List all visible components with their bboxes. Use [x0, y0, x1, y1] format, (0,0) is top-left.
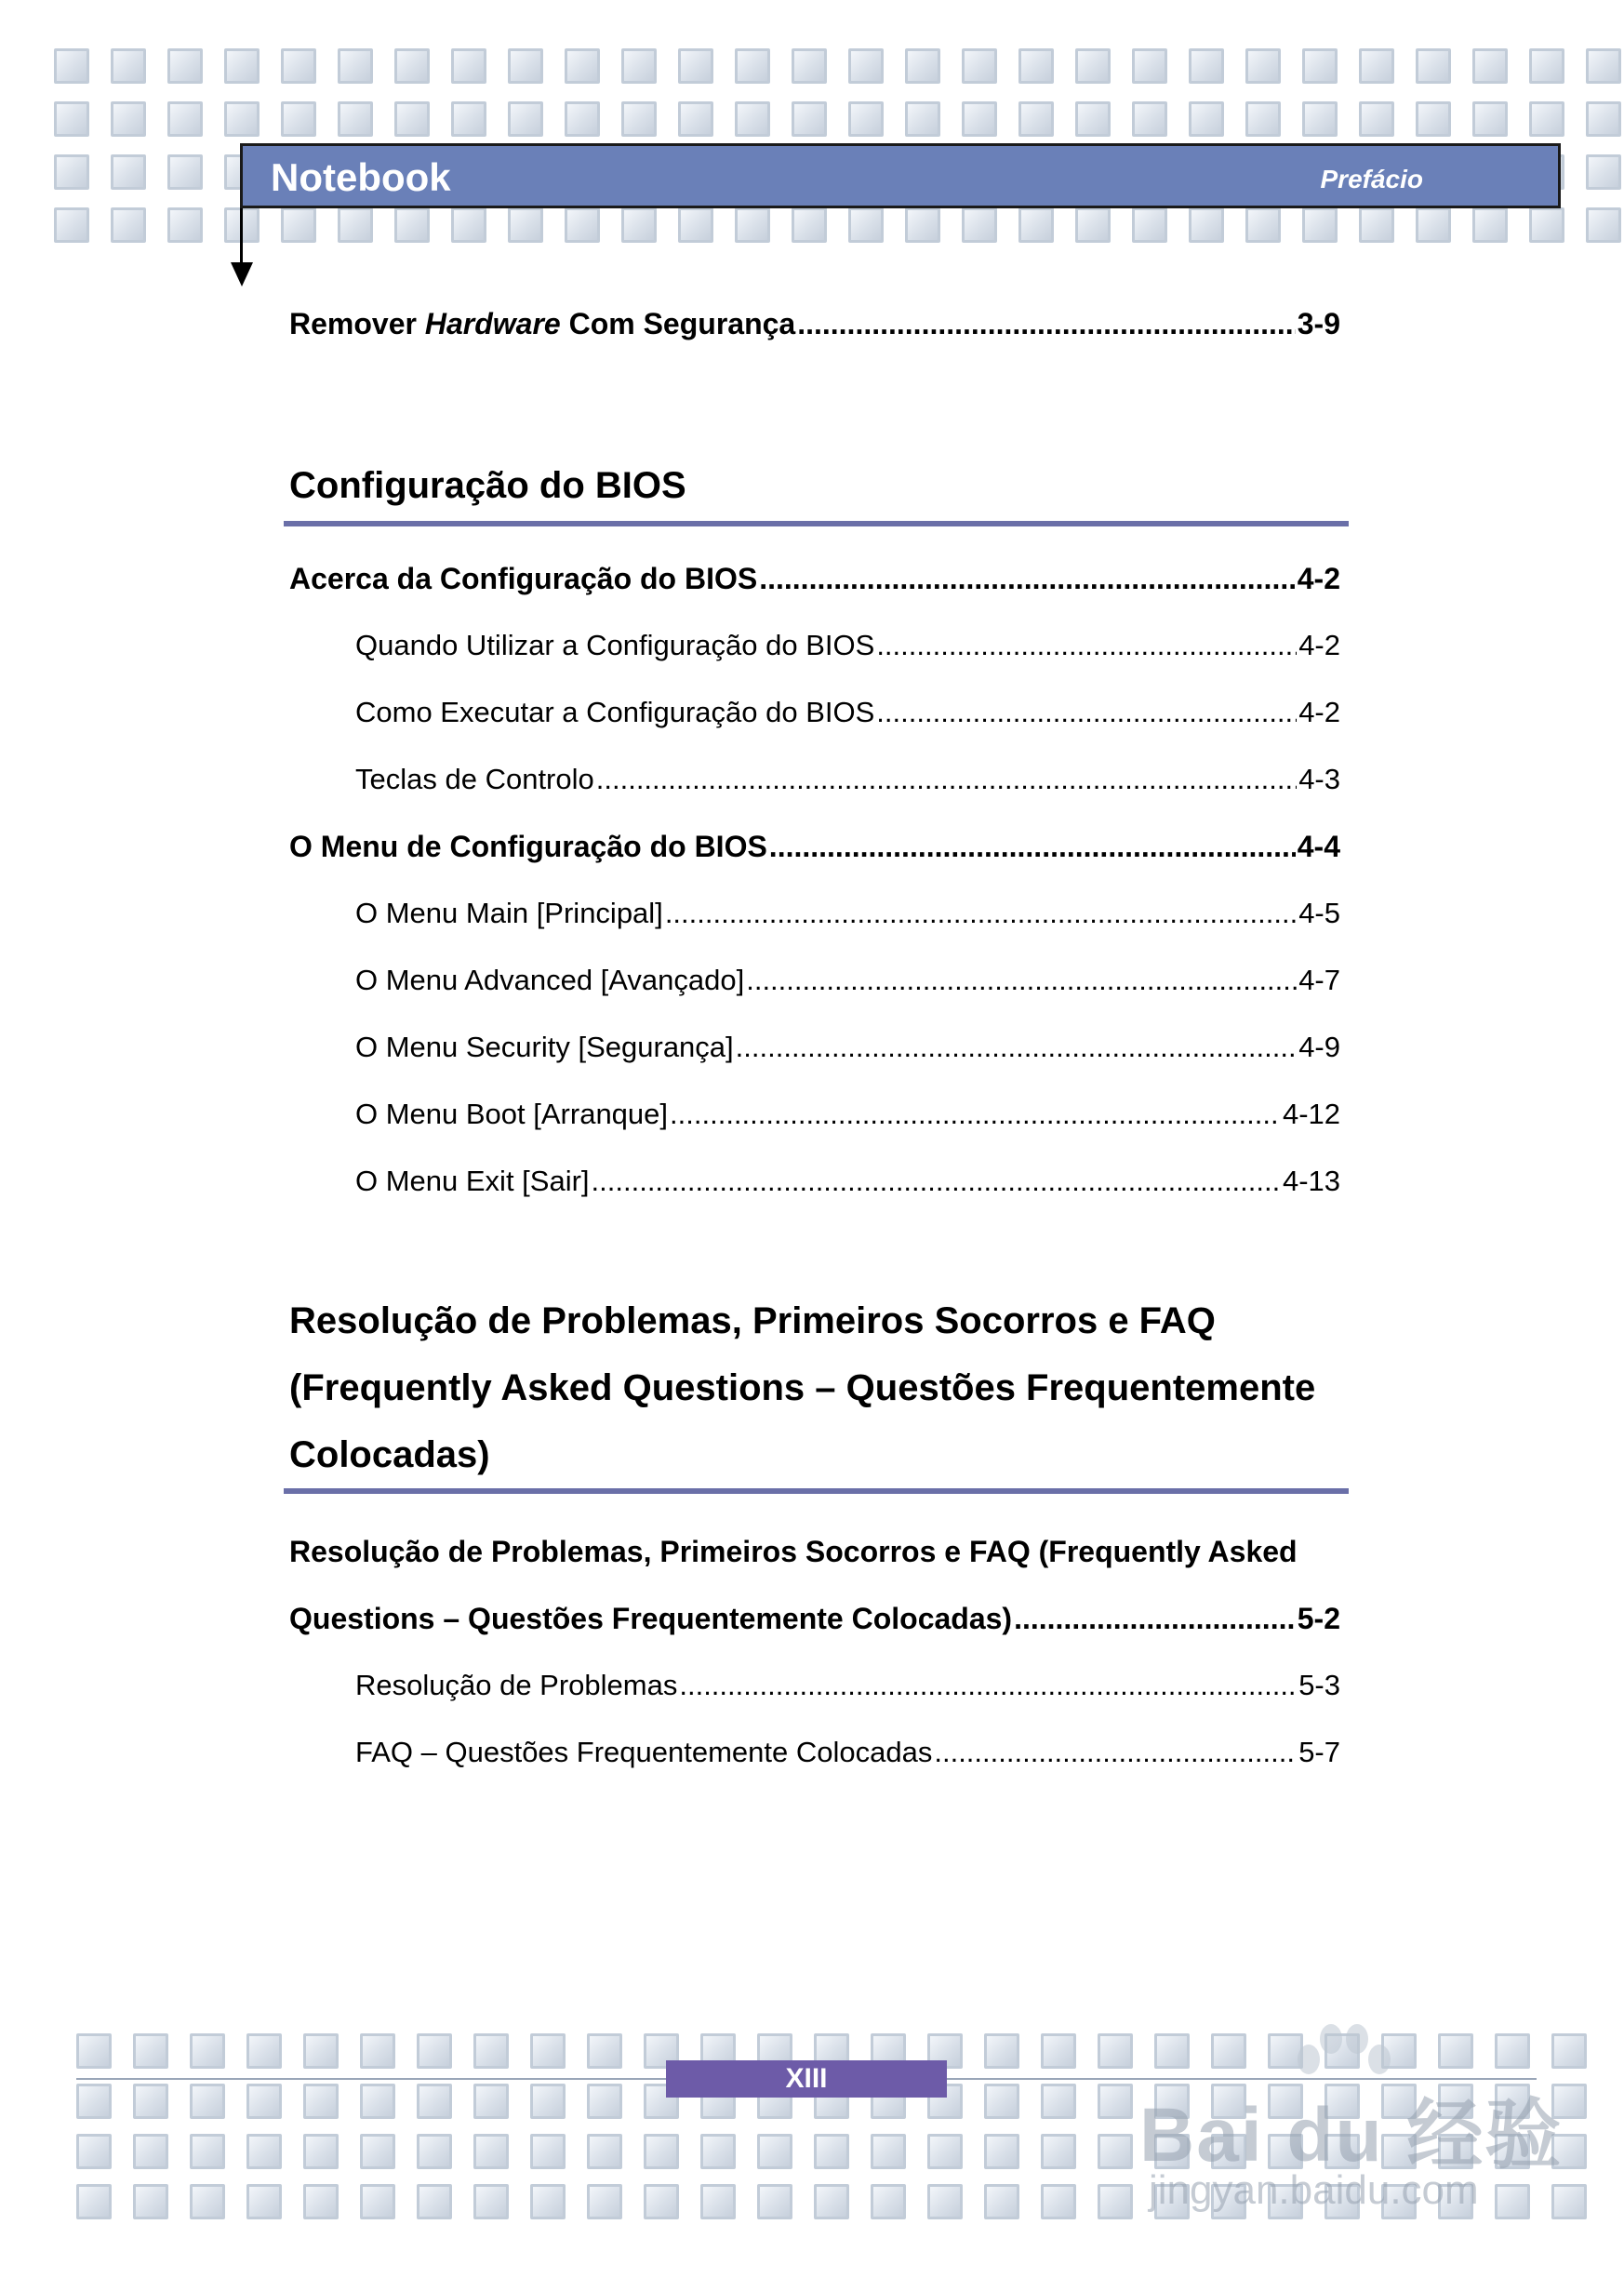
chapter-divider: [284, 521, 1349, 526]
chapter-divider: [284, 1488, 1349, 1494]
toc-entry-label: Resolução de Problemas: [355, 1669, 678, 1701]
tile: [338, 101, 373, 137]
tile: [1586, 101, 1621, 137]
page-number-badge: [666, 2060, 947, 2098]
arrow-line: [240, 208, 243, 262]
tile: [76, 2134, 112, 2169]
tile: [303, 2134, 339, 2169]
toc-subentry[interactable]: [355, 964, 1340, 1008]
tile: [303, 2033, 339, 2069]
tile: [587, 2084, 622, 2119]
tile: [167, 207, 203, 243]
tile: [508, 207, 543, 243]
tile: [621, 101, 657, 137]
tile: [54, 154, 89, 190]
tile: [848, 207, 884, 243]
tile: [927, 2184, 963, 2219]
toc-page-number: 4-2: [1298, 629, 1340, 661]
toc-entry[interactable]: [289, 562, 1340, 606]
leader-dots: [769, 830, 1296, 864]
tile: [473, 2033, 509, 2069]
tile: [360, 2033, 395, 2069]
tile: [1098, 2134, 1133, 2169]
watermark: [1139, 2018, 1564, 2223]
tile: [508, 48, 543, 84]
tile: [111, 101, 146, 137]
toc-entry-label: Como Executar a Configuração do BIOS: [355, 696, 875, 728]
tile: [451, 48, 486, 84]
tile: [76, 2084, 112, 2119]
tile: [1302, 48, 1338, 84]
toc-subentry[interactable]: [355, 629, 1340, 673]
tile: [530, 2134, 566, 2169]
chapter-title-troubleshooting: Resolução de Problemas, Primeiros Socorros e FAQ (Frequently Asked Questions – Questões Frequentemente Colocadas): [289, 1300, 1316, 1475]
tile: [1018, 207, 1054, 243]
tile: [1132, 207, 1167, 243]
leader-dots: [759, 562, 1296, 596]
leader-dots: [596, 763, 1297, 796]
tile: [190, 2084, 225, 2119]
tile: [133, 2184, 168, 2219]
leader-dots: [670, 1098, 1281, 1131]
tile: [1075, 48, 1111, 84]
leader-dots: [876, 629, 1297, 662]
tile: [1245, 101, 1281, 137]
tile: [1041, 2134, 1076, 2169]
tile: [1359, 48, 1394, 84]
tile: [1551, 2184, 1587, 2219]
tile: [111, 154, 146, 190]
tile: [224, 48, 260, 84]
tile: [1189, 101, 1224, 137]
chapter-title-bios: Configuração do BIOS: [289, 465, 686, 506]
tile: [1529, 207, 1564, 243]
toc-entry-label: O Menu de Configuração do BIOS: [289, 830, 767, 863]
tile: [54, 48, 89, 84]
tile: [417, 2084, 452, 2119]
toc-page-number: 3-9: [1297, 307, 1340, 340]
header-section-name: Prefácio: [1320, 165, 1423, 193]
toc-entry-remover-hardware[interactable]: [289, 307, 1340, 352]
tile: [871, 2184, 906, 2219]
tile: [1472, 101, 1508, 137]
tile: [54, 101, 89, 137]
tile: [700, 2184, 736, 2219]
tile: [962, 207, 997, 243]
tile: [1018, 48, 1054, 84]
tile: [394, 48, 430, 84]
leader-dots: [665, 897, 1297, 930]
tile: [246, 2184, 282, 2219]
toc-subentry[interactable]: [355, 1098, 1340, 1142]
tile: [1098, 2184, 1133, 2219]
tile: [587, 2033, 622, 2069]
tile: [565, 207, 600, 243]
toc-page-number: 5-7: [1298, 1736, 1340, 1768]
tile: [757, 2134, 792, 2169]
tile: [792, 101, 827, 137]
tile: [1132, 48, 1167, 84]
toc-entry-label: O Menu Security [Segurança]: [355, 1031, 734, 1063]
arrow-down-icon: [231, 262, 253, 286]
tile: [1041, 2033, 1076, 2069]
tile: [1189, 48, 1224, 84]
tile: [1472, 207, 1508, 243]
tile: [1041, 2084, 1076, 2119]
toc-page-number: 4-2: [1298, 696, 1340, 728]
tile: [1529, 48, 1564, 84]
toc-entry-label: Quando Utilizar a Configuração do BIOS: [355, 629, 875, 661]
header-title: Notebook: [271, 155, 451, 199]
tile: [1551, 2033, 1587, 2069]
tile: [451, 101, 486, 137]
toc-page-number: 4-12: [1282, 1098, 1340, 1130]
tile: [417, 2033, 452, 2069]
tile: [1416, 207, 1451, 243]
header-bar: [240, 143, 1561, 208]
toc-page-number: 4-3: [1298, 763, 1340, 795]
tile: [962, 101, 997, 137]
toc-subentry[interactable]: [355, 763, 1340, 807]
tile: [1245, 207, 1281, 243]
tile: [1586, 48, 1621, 84]
tile: [360, 2134, 395, 2169]
tile: [678, 207, 713, 243]
tile: [246, 2084, 282, 2119]
toc-page-number: 4-2: [1297, 562, 1340, 595]
tile: [360, 2084, 395, 2119]
tile: [735, 207, 770, 243]
tile: [508, 101, 543, 137]
tile: [1098, 2084, 1133, 2119]
tile: [1472, 48, 1508, 84]
tile: [1245, 48, 1281, 84]
watermark-url: jingyan.baidu.com: [1149, 2167, 1479, 2213]
tile: [303, 2084, 339, 2119]
tile: [1041, 2184, 1076, 2219]
tile: [246, 2134, 282, 2169]
tile: [1098, 2033, 1133, 2069]
tile: [1302, 207, 1338, 243]
tile: [338, 207, 373, 243]
tile: [281, 101, 316, 137]
toc-subentry[interactable]: [355, 1165, 1340, 1209]
tile: [394, 101, 430, 137]
toc-entry-label: O Menu Exit [Sair]: [355, 1165, 590, 1197]
tile: [190, 2184, 225, 2219]
tile: [587, 2184, 622, 2219]
toc-subentry[interactable]: [355, 1669, 1340, 1713]
tile: [678, 101, 713, 137]
tile: [792, 207, 827, 243]
tile: [76, 2184, 112, 2219]
tile: [814, 2184, 849, 2219]
tile: [984, 2134, 1019, 2169]
tile: [871, 2134, 906, 2169]
tile: [167, 154, 203, 190]
tile: [530, 2033, 566, 2069]
tile: [1416, 48, 1451, 84]
tile: [473, 2134, 509, 2169]
tile: [1132, 101, 1167, 137]
tile: [848, 48, 884, 84]
leader-dots: [592, 1165, 1281, 1198]
leader-dots: [934, 1736, 1297, 1769]
tile: [905, 48, 940, 84]
tile: [984, 2184, 1019, 2219]
tile: [644, 2134, 679, 2169]
toc-entry[interactable]: [289, 1602, 1340, 1646]
toc-entry-label: FAQ – Questões Frequentemente Colocadas: [355, 1736, 933, 1768]
toc-subentry[interactable]: [355, 696, 1340, 740]
toc-entry-label: Remover Hardware Com Segurança: [289, 307, 796, 340]
tile: [530, 2184, 566, 2219]
toc-page-number: 5-2: [1297, 1602, 1340, 1635]
tile: [757, 2184, 792, 2219]
tile: [1075, 101, 1111, 137]
tile: [678, 48, 713, 84]
tile: [848, 101, 884, 137]
tile: [417, 2134, 452, 2169]
tile: [1075, 207, 1111, 243]
toc-subentry[interactable]: [355, 1736, 1340, 1780]
tile: [303, 2184, 339, 2219]
page-number: XIII: [785, 2063, 828, 2094]
leader-dots: [679, 1669, 1297, 1702]
tile: [927, 2134, 963, 2169]
tile: [54, 207, 89, 243]
tile: [1302, 101, 1338, 137]
leader-dots: [797, 307, 1296, 341]
tile: [133, 2033, 168, 2069]
tile: [587, 2134, 622, 2169]
tile: [984, 2033, 1019, 2069]
tile: [814, 2134, 849, 2169]
tile: [338, 48, 373, 84]
tile: [473, 2084, 509, 2119]
tile: [1586, 154, 1621, 190]
tile: [167, 48, 203, 84]
tile: [984, 2084, 1019, 2119]
tile: [111, 207, 146, 243]
toc-entry-label: O Menu Main [Principal]: [355, 897, 663, 929]
tile: [190, 2033, 225, 2069]
tile: [1416, 101, 1451, 137]
tile: [281, 207, 316, 243]
tile: [1359, 207, 1394, 243]
tile: [644, 2184, 679, 2219]
toc-entry-label: O Menu Advanced [Avançado]: [355, 964, 745, 996]
toc-page-number: 5-3: [1298, 1669, 1340, 1701]
tile: [700, 2134, 736, 2169]
tile: [167, 101, 203, 137]
tile: [1189, 207, 1224, 243]
tile: [451, 207, 486, 243]
tile: [792, 48, 827, 84]
tile: [394, 207, 430, 243]
tile: [565, 101, 600, 137]
tile: [1586, 207, 1621, 243]
tile: [565, 48, 600, 84]
leader-dots: [876, 696, 1297, 729]
tile: [530, 2084, 566, 2119]
tile: [281, 48, 316, 84]
toc-page-number: 4-9: [1298, 1031, 1340, 1063]
tile: [621, 48, 657, 84]
tile: [111, 48, 146, 84]
toc-entry-label: Acerca da Configuração do BIOS: [289, 562, 758, 595]
tile: [224, 101, 260, 137]
watermark-brand: Bai du 经验: [1139, 2093, 1564, 2178]
tile: [905, 207, 940, 243]
toc-page-number: 4-7: [1298, 964, 1340, 996]
toc-page-number: 4-5: [1298, 897, 1340, 929]
tile: [473, 2184, 509, 2219]
toc-subentry[interactable]: [355, 897, 1340, 941]
leader-dots: [1014, 1602, 1296, 1636]
tile: [962, 48, 997, 84]
toc-entry-label-line1[interactable]: Resolução de Problemas, Primeiros Socorros e FAQ (Frequently Asked: [289, 1535, 1298, 1568]
tile: [621, 207, 657, 243]
toc-page-number: 4-4: [1297, 830, 1340, 863]
tile: [133, 2134, 168, 2169]
leader-dots: [736, 1031, 1298, 1064]
toc-entry[interactable]: [289, 830, 1340, 874]
tile: [190, 2134, 225, 2169]
tile: [1018, 101, 1054, 137]
toc-page-number: 4-13: [1282, 1165, 1340, 1197]
toc-entry-label: Questions – Questões Frequentemente Colocadas): [289, 1602, 1013, 1635]
tile: [735, 101, 770, 137]
tile: [1529, 101, 1564, 137]
toc-subentry[interactable]: [355, 1031, 1340, 1075]
leader-dots: [746, 964, 1297, 997]
tile: [246, 2033, 282, 2069]
tile: [905, 101, 940, 137]
tile: [417, 2184, 452, 2219]
tile: [133, 2084, 168, 2119]
tile: [76, 2033, 112, 2069]
tile: [735, 48, 770, 84]
toc-entry-label: Teclas de Controlo: [355, 763, 594, 795]
tile: [360, 2184, 395, 2219]
tile: [1359, 101, 1394, 137]
toc-entry-label: O Menu Boot [Arranque]: [355, 1098, 669, 1130]
